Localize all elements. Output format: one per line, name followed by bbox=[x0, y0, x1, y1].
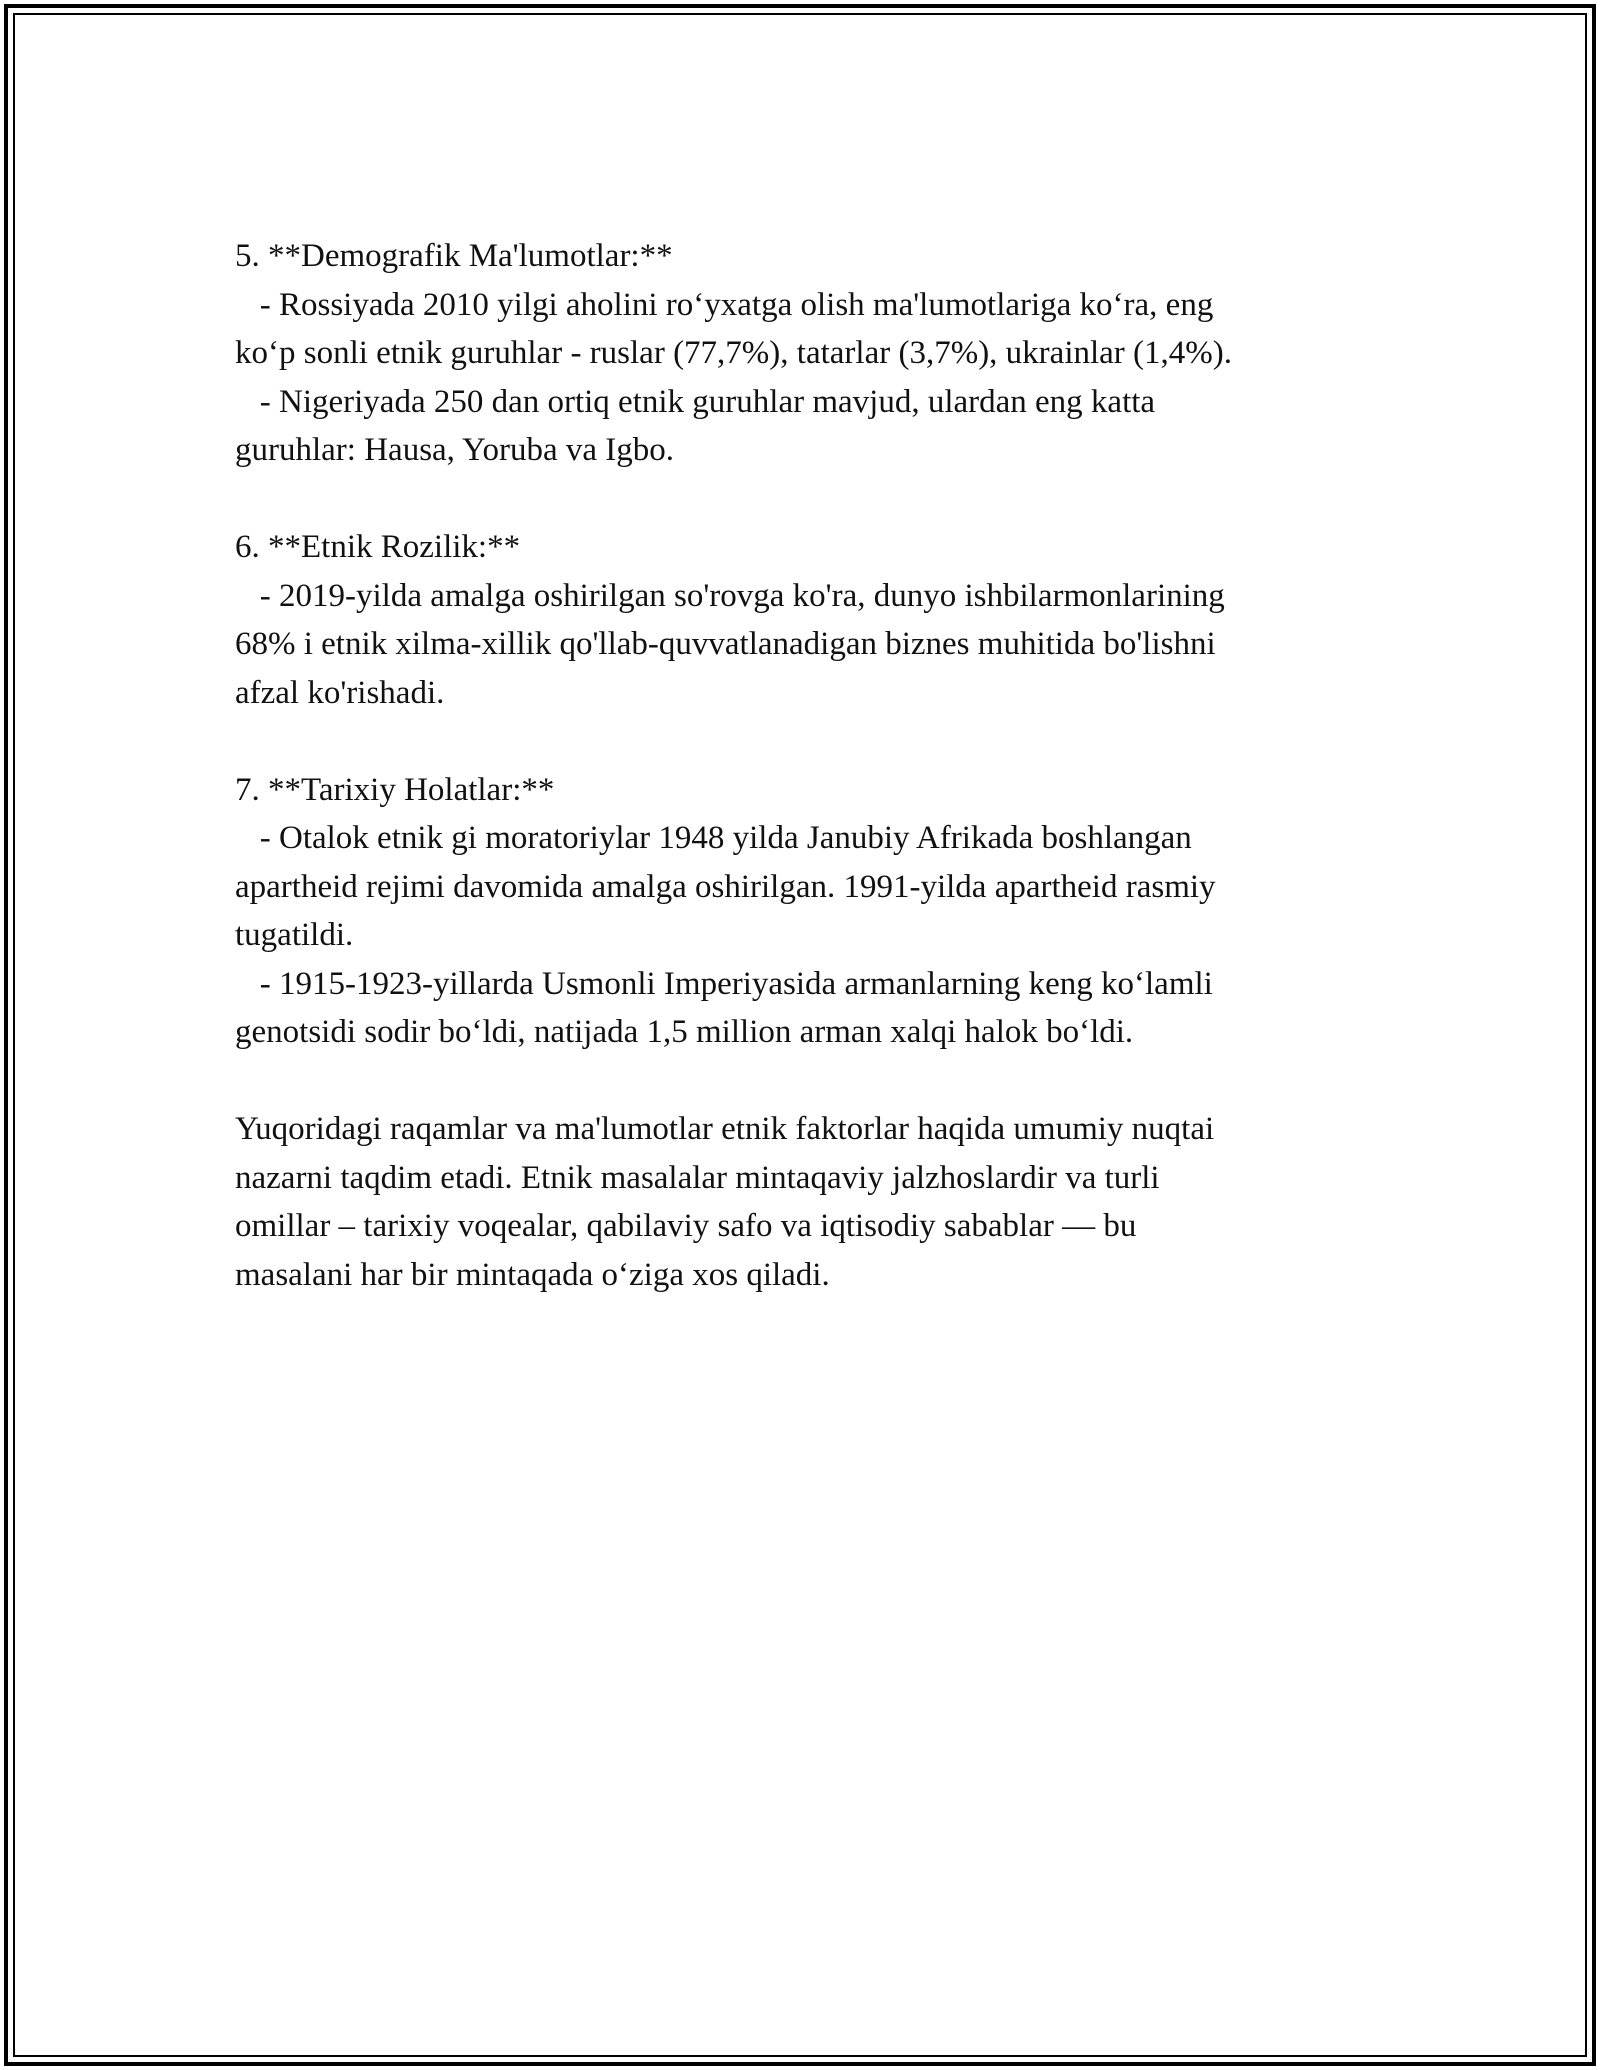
body-line: - 2019-yilda amalga oshirilgan so'rovga ko'ra, dunyo ishbilarmonlarining bbox=[235, 577, 1225, 614]
body-line: - 1915-1923-yillarda Usmonli Imperiyasida armanlarning keng ko‘lamli bbox=[235, 965, 1213, 1002]
section-heading: 5. **Demografik Ma'lumotlar:** bbox=[235, 238, 673, 274]
paragraph-gap bbox=[235, 475, 1365, 524]
body-line: afzal ko'rishadi. bbox=[235, 674, 445, 711]
body-line: masalani har bir mintaqada o‘ziga xos qiladi. bbox=[235, 1256, 830, 1293]
section-heading: 6. **Etnik Rozilik:** bbox=[235, 529, 521, 565]
section-heading: 7. **Tarixiy Holatlar:** bbox=[235, 771, 555, 808]
body-line: omillar – tarixiy voqealar, qabilaviy safo va iqtisodiy sabablar — bu bbox=[235, 1208, 1137, 1244]
paragraph-gap bbox=[235, 717, 1365, 766]
paragraph-gap bbox=[235, 1057, 1365, 1106]
body-line: - Rossiyada 2010 yilgi aholini ro‘yxatga olish ma'lumotlariga ko‘ra, eng bbox=[235, 286, 1214, 323]
body-line: - Otalok etnik gi moratoriylar 1948 yilda Janubiy Afrikada boshlangan bbox=[235, 820, 1192, 856]
section-ethnic-consent bbox=[235, 523, 1365, 717]
section-conclusion bbox=[235, 1105, 1365, 1299]
document-body bbox=[235, 232, 1365, 1299]
body-line: guruhlar: Hausa, Yoruba va Igbo. bbox=[235, 432, 675, 468]
body-line: genotsidi sodir bo‘ldi, natijada 1,5 million arman xalqi halok bo‘ldi. bbox=[235, 1014, 1134, 1050]
body-line: 68% i etnik xilma-xillik qo'llab-quvvatlanadigan biznes muhitida bo'lishni bbox=[235, 626, 1216, 662]
body-line: apartheid rejimi davomida amalga oshirilgan. 1991-yilda apartheid rasmiy bbox=[235, 868, 1216, 905]
body-line: Yuqoridagi raqamlar va ma'lumotlar etnik faktorlar haqida umumiy nuqtai bbox=[235, 1111, 1215, 1147]
body-line: - Nigeriyada 250 dan ortiq etnik guruhlar mavjud, ulardan eng katta bbox=[235, 383, 1156, 420]
section-historical-cases bbox=[235, 766, 1365, 1057]
body-line: ko‘p sonli etnik guruhlar - ruslar (77,7%), tatarlar (3,7%), ukrainlar (1,4%). bbox=[235, 335, 1233, 371]
body-line: tugatildi. bbox=[235, 917, 354, 953]
section-demographic-data bbox=[235, 232, 1365, 475]
body-line: nazarni taqdim etadi. Etnik masalalar mintaqaviy jalzhoslardir va turli bbox=[235, 1159, 1160, 1196]
